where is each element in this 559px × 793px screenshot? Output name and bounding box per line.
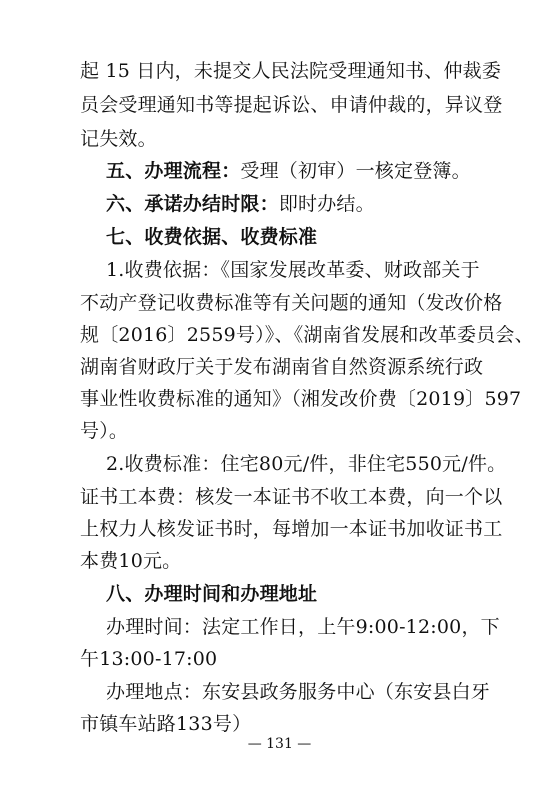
line-text: 2.收费标准：住宅80元/件，非住宅550元/件。: [106, 453, 507, 475]
line-text: 本费10元。: [80, 550, 182, 572]
line-text: 规〔2016〕2559号）》、《湖南省发展和改革委员会、: [80, 324, 534, 346]
line-text: 员会受理通知书等提起诉讼、申请仲裁的，异议登: [80, 94, 503, 116]
paragraph-line: [80, 484, 503, 510]
paragraph-line: [80, 126, 500, 152]
section-eight-hours-address: [106, 581, 502, 607]
line-text: 号）。: [80, 420, 129, 442]
paragraph-line: [106, 451, 507, 477]
paragraph-line: [80, 711, 500, 737]
line-text: 记失效。: [80, 128, 157, 150]
line-text: 不动产登记收费标准等有关问题的通知（发改价格: [80, 292, 503, 314]
line-text: 办理地点：东安县政务服务中心（东安县白牙: [106, 681, 491, 703]
line-text: 1.收费依据：《国家发展改革委、财政部关于: [106, 259, 480, 281]
line-text: 午13:00-17:00: [80, 648, 218, 670]
paragraph-line: [80, 290, 503, 316]
section-heading: 七、收费依据、收费标准: [106, 226, 318, 248]
line-text: 证书工本费：核发一本证书不收工本费，向一个以: [80, 486, 503, 508]
line-text: 办理时间：法定工作日，上午9:00-12:00，下: [106, 616, 500, 638]
paragraph-line: [80, 354, 500, 380]
paragraph-line: [80, 58, 500, 84]
paragraph-line: [80, 646, 500, 672]
paragraph-line: [80, 516, 503, 542]
paragraph-line: [80, 322, 534, 348]
paragraph-line: [80, 92, 503, 118]
section-body: 受理（初审）一核定登簿。: [240, 160, 471, 182]
section-heading: 六、承诺办结时限：: [106, 193, 279, 215]
paragraph-line: [80, 548, 500, 574]
section-six-time-limit: [106, 191, 502, 217]
section-body: 即时办结。: [278, 193, 375, 215]
section-seven-fees: [106, 224, 502, 250]
paragraph-line: [106, 679, 502, 705]
line-text: 市镇车站路133号）: [80, 713, 252, 735]
section-heading: 八、办理时间和办理地址: [106, 583, 318, 605]
line-text: 湖南省财政厅关于发布湖南省自然资源系统行政: [80, 356, 484, 378]
page-number: — 131 —: [247, 736, 312, 752]
paragraph-line: [80, 386, 522, 412]
line-text: 起 15 日内，未提交人民法院受理通知书、仲裁委: [80, 60, 502, 82]
paragraph-line: [106, 614, 502, 640]
paragraph-line: [80, 418, 500, 444]
line-text: 上权力人核发证书时，每增加一本证书加收证书工: [80, 518, 503, 540]
section-heading: 五、办理流程：: [106, 160, 241, 182]
line-text: 事业性收费标准的通知》（湘发改价费〔2019〕597: [80, 388, 522, 410]
section-five-process: [106, 158, 502, 184]
paragraph-line: [106, 257, 502, 283]
